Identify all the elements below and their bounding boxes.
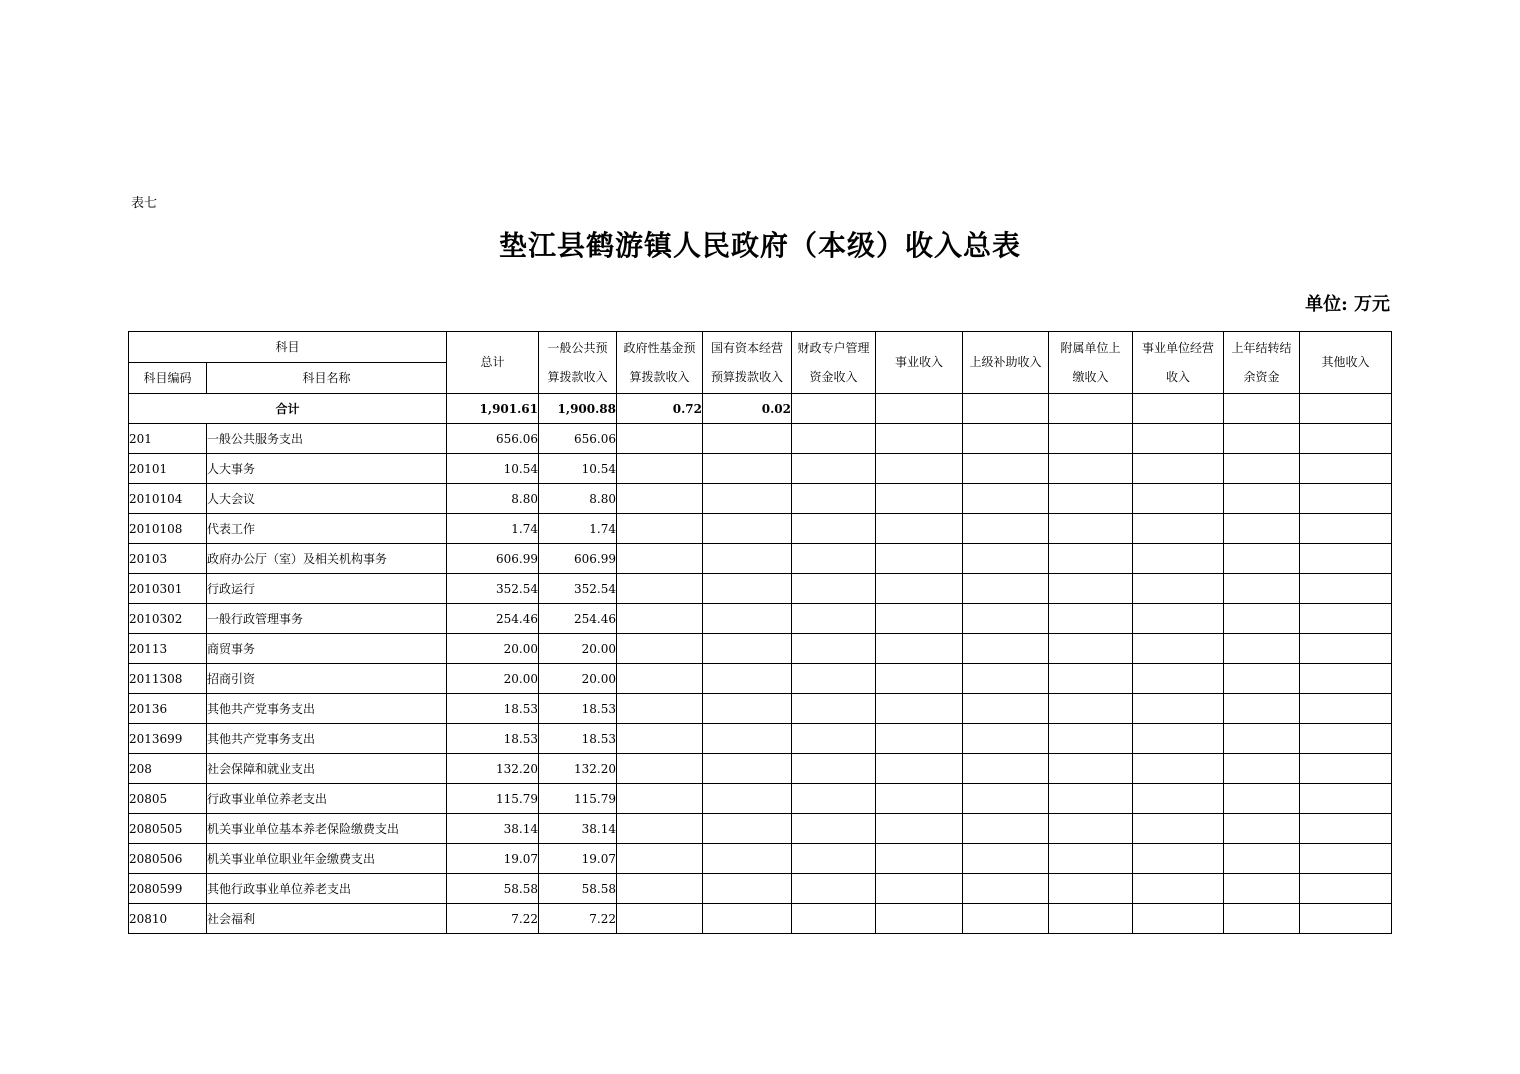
subject-code: 20810 [129,904,207,934]
empty-cell [1300,454,1392,484]
empty-cell [1049,724,1133,754]
empty-cell [617,754,703,784]
table-row [129,454,1392,484]
empty-cell [1133,784,1224,814]
row-general-budget: 132.20 [539,754,617,784]
empty-cell [617,634,703,664]
empty-cell [1049,454,1133,484]
subject-code: 201 [129,424,207,454]
empty-cell [963,874,1049,904]
empty-cell [703,514,792,544]
row-general-budget: 7.22 [539,904,617,934]
empty-cell [1133,724,1224,754]
empty-cell [876,874,963,904]
empty-cell [1049,574,1133,604]
empty-cell [1049,844,1133,874]
row-total: 254.46 [447,604,539,634]
empty-cell [617,904,703,934]
header-superior-subsidy: 上级补助收入 [963,332,1049,394]
empty-cell [1049,634,1133,664]
empty-cell [703,574,792,604]
empty-cell [1049,904,1133,934]
subject-name: 机关事业单位职业年金缴费支出 [207,844,447,874]
total-row [129,394,1392,424]
total-cell [1049,394,1133,424]
empty-cell [963,544,1049,574]
header-total: 总计 [447,332,539,394]
table-row [129,664,1392,694]
row-general-budget: 38.14 [539,814,617,844]
empty-cell [703,424,792,454]
empty-cell [1133,544,1224,574]
subject-code: 2010104 [129,484,207,514]
empty-cell [1300,694,1392,724]
empty-cell [1133,634,1224,664]
empty-cell [876,664,963,694]
header-affiliated-unit: 附属单位上 缴收入 [1049,332,1133,394]
table-row [129,604,1392,634]
empty-cell [876,814,963,844]
empty-cell [617,694,703,724]
row-general-budget: 254.46 [539,604,617,634]
empty-cell [963,604,1049,634]
empty-cell [1049,784,1133,814]
subject-code: 2080506 [129,844,207,874]
table-row [129,904,1392,934]
row-general-budget: 1.74 [539,514,617,544]
table-row [129,754,1392,784]
row-total: 606.99 [447,544,539,574]
empty-cell [617,784,703,814]
empty-cell [876,454,963,484]
empty-cell [963,574,1049,604]
subject-code: 2080505 [129,814,207,844]
empty-cell [617,424,703,454]
subject-name: 政府办公厅（室）及相关机构事务 [207,544,447,574]
empty-cell [703,454,792,484]
empty-cell [1049,544,1133,574]
header-operating-income: 事业单位经营 收入 [1133,332,1224,394]
header-special-account: 财政专户管理 资金收入 [792,332,876,394]
header-code: 科目编码 [129,363,207,394]
empty-cell [963,754,1049,784]
empty-cell [792,484,876,514]
row-total: 352.54 [447,574,539,604]
total-fund: 0.72 [617,394,703,424]
empty-cell [963,784,1049,814]
empty-cell [1224,784,1300,814]
table-row [129,784,1392,814]
empty-cell [1133,904,1224,934]
empty-cell [1300,754,1392,784]
subject-name: 机关事业单位基本养老保险缴费支出 [207,814,447,844]
empty-cell [1133,664,1224,694]
empty-cell [963,814,1049,844]
subject-code: 2010108 [129,514,207,544]
empty-cell [1049,664,1133,694]
row-total: 20.00 [447,634,539,664]
empty-cell [1049,814,1133,844]
subject-name: 其他行政事业单位养老支出 [207,874,447,904]
table-row [129,544,1392,574]
empty-cell [1224,844,1300,874]
subject-name: 一般公共服务支出 [207,424,447,454]
table-row [129,634,1392,664]
empty-cell [876,424,963,454]
total-cell [1300,394,1392,424]
empty-cell [1224,814,1300,844]
subject-code: 2011308 [129,664,207,694]
empty-cell [876,784,963,814]
empty-cell [617,544,703,574]
empty-cell [703,844,792,874]
empty-cell [792,784,876,814]
empty-cell [792,904,876,934]
empty-cell [1133,454,1224,484]
empty-cell [617,604,703,634]
empty-cell [1049,514,1133,544]
empty-cell [1133,814,1224,844]
empty-cell [1300,514,1392,544]
income-table [128,331,1392,934]
row-general-budget: 20.00 [539,664,617,694]
table-row [129,574,1392,604]
subject-code: 2013699 [129,724,207,754]
empty-cell [1049,484,1133,514]
total-cell [1133,394,1224,424]
row-general-budget: 8.80 [539,484,617,514]
row-total: 38.14 [447,814,539,844]
row-total: 20.00 [447,664,539,694]
subject-name: 行政事业单位养老支出 [207,784,447,814]
empty-cell [1224,454,1300,484]
empty-cell [1300,724,1392,754]
row-total: 18.53 [447,724,539,754]
row-general-budget: 10.54 [539,454,617,484]
total-value: 1,901.61 [447,394,539,424]
empty-cell [876,754,963,784]
empty-cell [703,724,792,754]
table-row [129,484,1392,514]
page-title: 垫江县鹤游镇人民政府（本级）收入总表 [498,229,1021,262]
subject-name: 代表工作 [207,514,447,544]
empty-cell [1300,664,1392,694]
empty-cell [1300,874,1392,904]
total-cell [963,394,1049,424]
table-row [129,424,1392,454]
empty-cell [1133,514,1224,544]
empty-cell [1224,694,1300,724]
empty-cell [963,664,1049,694]
empty-cell [792,454,876,484]
row-total: 656.06 [447,424,539,454]
empty-cell [1300,904,1392,934]
empty-cell [876,484,963,514]
subject-name: 行政运行 [207,574,447,604]
row-general-budget: 656.06 [539,424,617,454]
empty-cell [1133,484,1224,514]
subject-code: 20805 [129,784,207,814]
table-number: 表七 [131,196,158,211]
subject-name: 其他共产党事务支出 [207,724,447,754]
total-general: 1,900.88 [539,394,617,424]
empty-cell [1300,484,1392,514]
empty-cell [1300,604,1392,634]
empty-cell [792,874,876,904]
subject-code: 20136 [129,694,207,724]
empty-cell [963,514,1049,544]
header-general-budget: 一般公共预 算拨款收入 [539,332,617,394]
empty-cell [703,784,792,814]
subject-name: 其他共产党事务支出 [207,694,447,724]
empty-cell [1049,604,1133,634]
empty-cell [617,724,703,754]
empty-cell [1224,424,1300,454]
empty-cell [1133,754,1224,784]
total-label: 合计 [129,394,447,424]
row-total: 19.07 [447,844,539,874]
empty-cell [963,724,1049,754]
empty-cell [792,814,876,844]
empty-cell [963,844,1049,874]
subject-name: 一般行政管理事务 [207,604,447,634]
empty-cell [1224,904,1300,934]
empty-cell [703,754,792,784]
subject-code: 2010301 [129,574,207,604]
row-general-budget: 606.99 [539,544,617,574]
subject-name: 招商引资 [207,664,447,694]
empty-cell [963,424,1049,454]
empty-cell [876,634,963,664]
row-general-budget: 115.79 [539,784,617,814]
row-total: 10.54 [447,454,539,484]
empty-cell [703,484,792,514]
row-general-budget: 18.53 [539,694,617,724]
subject-name: 人大事务 [207,454,447,484]
row-total: 58.58 [447,874,539,904]
row-total: 132.20 [447,754,539,784]
empty-cell [792,724,876,754]
header-name: 科目名称 [207,363,447,394]
empty-cell [876,544,963,574]
empty-cell [1133,604,1224,634]
empty-cell [617,484,703,514]
empty-cell [617,874,703,904]
header-business-income: 事业收入 [876,332,963,394]
header-carryover: 上年结转结 余资金 [1224,332,1300,394]
empty-cell [792,574,876,604]
empty-cell [792,544,876,574]
table-row [129,514,1392,544]
empty-cell [1133,874,1224,904]
row-general-budget: 19.07 [539,844,617,874]
empty-cell [963,484,1049,514]
empty-cell [963,454,1049,484]
table-row [129,874,1392,904]
subject-name: 社会保障和就业支出 [207,754,447,784]
empty-cell [1224,874,1300,904]
empty-cell [617,664,703,694]
subject-name: 人大会议 [207,484,447,514]
total-cell [1224,394,1300,424]
empty-cell [1300,784,1392,814]
empty-cell [617,814,703,844]
empty-cell [1300,634,1392,664]
row-general-budget: 352.54 [539,574,617,604]
total-cell [792,394,876,424]
empty-cell [792,844,876,874]
empty-cell [1049,694,1133,724]
empty-cell [703,694,792,724]
subject-code: 208 [129,754,207,784]
empty-cell [1049,754,1133,784]
empty-cell [1133,844,1224,874]
header-subject: 科目 [129,332,447,363]
empty-cell [963,634,1049,664]
row-total: 8.80 [447,484,539,514]
empty-cell [876,904,963,934]
empty-cell [703,874,792,904]
empty-cell [792,604,876,634]
empty-cell [617,574,703,604]
empty-cell [963,694,1049,724]
empty-cell [792,694,876,724]
table-row [129,694,1392,724]
empty-cell [963,904,1049,934]
subject-name: 商贸事务 [207,634,447,664]
header-other-income: 其他收入 [1300,332,1392,394]
row-total: 7.22 [447,904,539,934]
empty-cell [1224,544,1300,574]
subject-name: 社会福利 [207,904,447,934]
empty-cell [1224,574,1300,604]
empty-cell [1049,424,1133,454]
total-state-capital: 0.02 [703,394,792,424]
header-state-capital: 国有资本经营 预算拨款收入 [703,332,792,394]
row-general-budget: 20.00 [539,634,617,664]
empty-cell [876,574,963,604]
empty-cell [1300,424,1392,454]
empty-cell [1224,724,1300,754]
row-total: 1.74 [447,514,539,544]
empty-cell [703,604,792,634]
empty-cell [792,634,876,664]
empty-cell [1300,814,1392,844]
empty-cell [703,904,792,934]
empty-cell [617,844,703,874]
empty-cell [876,844,963,874]
row-general-budget: 18.53 [539,724,617,754]
empty-cell [1133,694,1224,724]
empty-cell [617,514,703,544]
empty-cell [1224,484,1300,514]
total-cell [876,394,963,424]
subject-code: 20113 [129,634,207,664]
row-total: 115.79 [447,784,539,814]
empty-cell [1300,544,1392,574]
empty-cell [703,544,792,574]
empty-cell [792,754,876,784]
empty-cell [876,724,963,754]
empty-cell [876,694,963,724]
empty-cell [792,424,876,454]
row-total: 18.53 [447,694,539,724]
row-general-budget: 58.58 [539,874,617,904]
table-row [129,814,1392,844]
subject-code: 2010302 [129,604,207,634]
empty-cell [1133,574,1224,604]
empty-cell [1133,424,1224,454]
empty-cell [1224,514,1300,544]
empty-cell [1300,574,1392,604]
empty-cell [1224,664,1300,694]
subject-code: 20101 [129,454,207,484]
empty-cell [1224,754,1300,784]
empty-cell [1224,634,1300,664]
table-row [129,844,1392,874]
empty-cell [703,814,792,844]
unit-label: 单位: 万元 [1305,294,1390,315]
subject-code: 2080599 [129,874,207,904]
empty-cell [1224,604,1300,634]
empty-cell [1300,844,1392,874]
empty-cell [876,514,963,544]
table-row [129,724,1392,754]
empty-cell [792,664,876,694]
empty-cell [876,604,963,634]
empty-cell [617,454,703,484]
empty-cell [1049,874,1133,904]
empty-cell [792,514,876,544]
subject-code: 20103 [129,544,207,574]
header-gov-fund: 政府性基金预 算拨款收入 [617,332,703,394]
empty-cell [703,634,792,664]
empty-cell [703,664,792,694]
